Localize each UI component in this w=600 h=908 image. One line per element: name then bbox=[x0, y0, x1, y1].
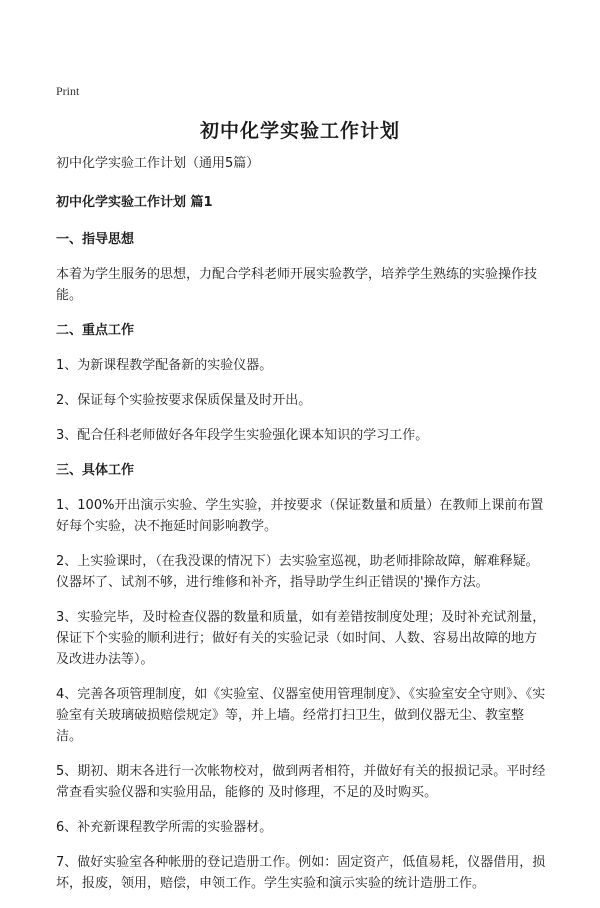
paragraph: 本着为学生服务的思想，力配合学科老师开展实验教学，培养学生熟练的实验操作技能。 bbox=[56, 267, 538, 303]
document-body bbox=[56, 153, 548, 908]
paragraph: 1、为新课程教学配备新的实验仪器。 bbox=[56, 358, 273, 373]
paragraph: 1、100%开出演示实验、学生实验，并按要求（保证数量和质量）在教师上课前布置好每个实验，决不拖延时间影响教学。 bbox=[56, 498, 544, 534]
paragraph: 6、补充新课程教学所需的实验器材。 bbox=[56, 820, 273, 835]
page-title: 初中化学实验工作计划 bbox=[199, 120, 400, 142]
section-key-work bbox=[56, 320, 548, 446]
paragraph: 7、做好实验室各种帐册的登记造册工作。例如：固定资产，低值易耗，仪器借用，损坏，报废，领用，赔偿，申领工作。学生实验和演示实验的统计造册工作。 bbox=[56, 855, 546, 891]
paragraph: 5、期初、期末各进行一次帐物校对，做到两者相符，并做好有关的报损记录。平时经常查看实验仪器和实验用品，能修的 及时修理，不足的及时购买。 bbox=[56, 764, 546, 800]
paragraph: 4、完善各项管理制度，如《实验室、仪器室使用管理制度》、《实验室安全守则》、《实验室有关玻璃破损赔偿规定》等，并上墙。经常打扫卫生，做到仪器无尘、教室整洁。 bbox=[56, 687, 546, 744]
section-heading: 三、具体工作 bbox=[56, 463, 135, 478]
document-subtitle: 初中化学实验工作计划（通用5篇） bbox=[56, 156, 260, 171]
section-specific-work bbox=[56, 460, 548, 894]
paragraph: 3、实验完毕，及时检查仪器的数量和质量，如有差错按制度处理；及时补充试剂量，保证下个实验的顺利进行；做好有关的实验记录（如时间、人数、容易出故障的地方及改进办法等）。 bbox=[56, 610, 546, 667]
section-guiding-principle bbox=[56, 229, 548, 306]
article-heading: 初中化学实验工作计划 篇1 bbox=[56, 195, 213, 210]
paragraph: 2、上实验课时，（在我没课的情况下）去实验室巡视，助老师排除故障，解难释疑。仪器坏了、试剂不够，进行维修和补齐，指导助学生纠正错误的'操作方法。 bbox=[56, 554, 539, 590]
paragraph: 3、配合任科老师做好各年段学生实验强化课本知识的学习工作。 bbox=[56, 428, 429, 443]
print-label: Print bbox=[56, 84, 80, 98]
paragraph: 2、保证每个实验按要求保质保量及时开出。 bbox=[56, 393, 312, 408]
section-heading: 一、指导思想 bbox=[56, 232, 135, 247]
section-heading: 二、重点工作 bbox=[56, 323, 135, 338]
